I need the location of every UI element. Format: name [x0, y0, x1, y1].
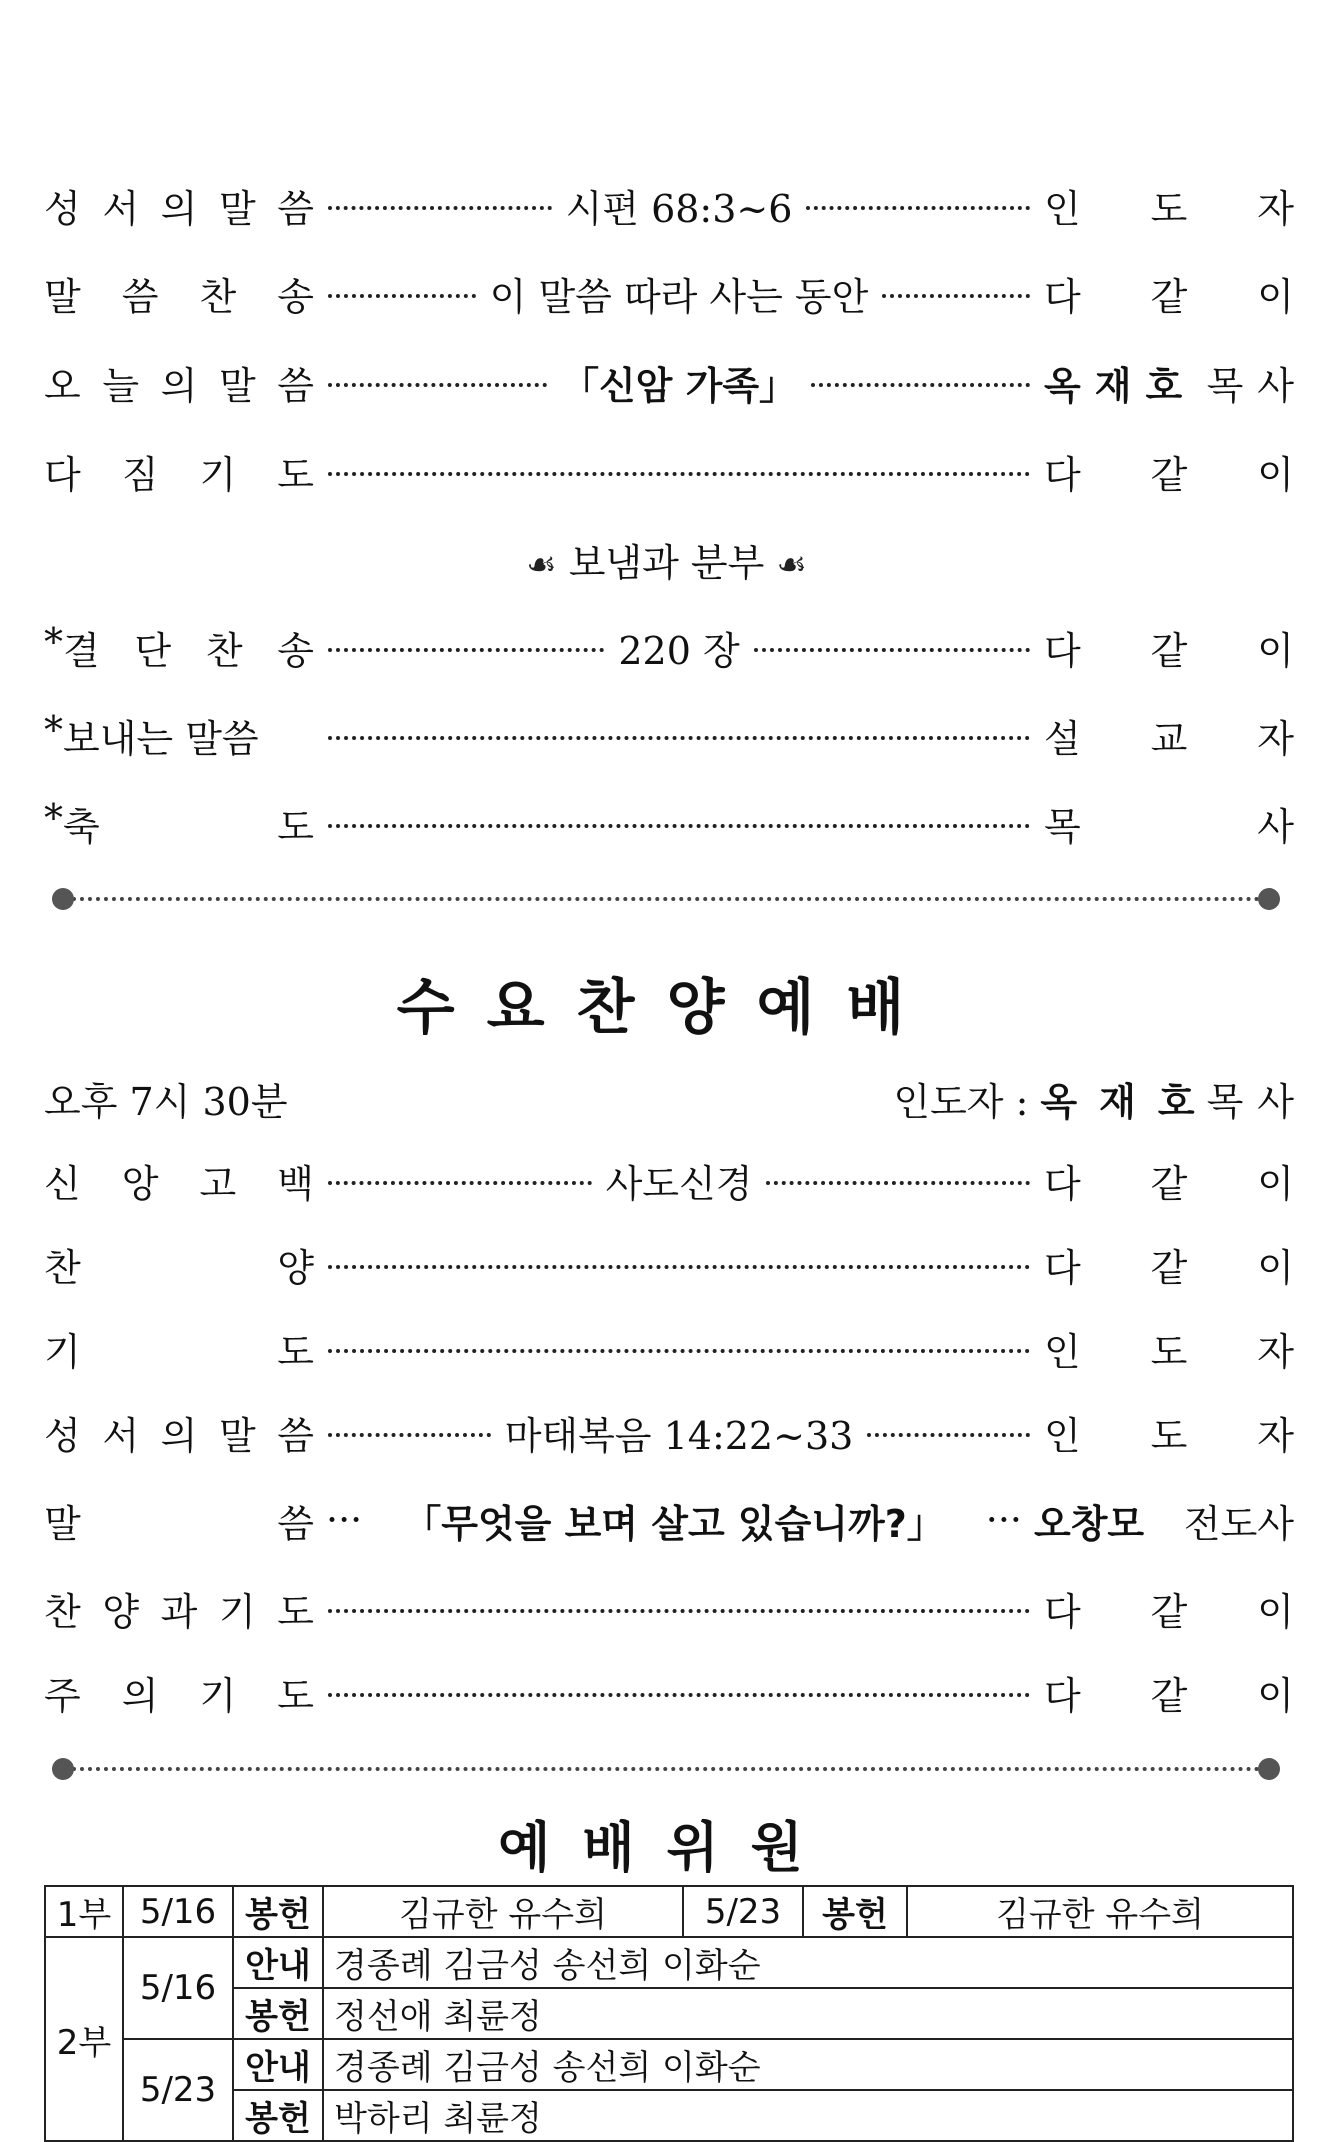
row-label: 성 서 의 말 씀 — [44, 1413, 314, 1458]
row-leader: 다 같 이 — [1044, 274, 1295, 319]
table-cell: 5/16 — [123, 1886, 233, 1937]
row-leader: 인 도 자 — [1044, 1329, 1294, 1374]
preacher-name: 오창모 — [1034, 1501, 1145, 1546]
dot-leader — [328, 1181, 592, 1185]
row-label: 찬 양 과 기 도 — [44, 1589, 314, 1634]
service-leader — [893, 1071, 1294, 1126]
dot-leader — [328, 736, 1030, 740]
dot-leader — [806, 206, 1030, 210]
star-mark: * — [44, 707, 63, 752]
dot-leader — [328, 294, 476, 298]
table-cell: 5/23 — [683, 1886, 803, 1937]
dot-leader — [328, 1693, 1030, 1697]
staff-table — [44, 1885, 1294, 2142]
row-leader — [1034, 1493, 1294, 1548]
table-row — [45, 1886, 1293, 1937]
row-leader: 설 교 자 — [1044, 716, 1294, 761]
row-leader: 다 같 이 — [1044, 628, 1295, 673]
dot-leader — [328, 1265, 1030, 1269]
order-row-praise-prayer — [44, 1578, 1294, 1638]
row-leader: 다 같 이 — [1044, 1245, 1294, 1290]
order-row-pray — [44, 1318, 1294, 1378]
divider-line — [72, 1767, 1260, 1771]
dot-leader — [328, 383, 547, 387]
sermon-title: 「신암 가족」 — [560, 363, 798, 408]
row-leader: 다 같 이 — [1044, 452, 1294, 497]
table-cell: 봉헌 — [233, 2090, 323, 2141]
order-row-prayer — [44, 441, 1294, 501]
row-label: 오 늘 의 말 씀 — [44, 363, 314, 408]
table-cell: 경종례 김금성 송선희 이화순 — [323, 1937, 1293, 1988]
row-label: 주 의 기 도 — [44, 1673, 314, 1718]
order-row-sending-word — [44, 705, 1294, 765]
row-content: 220 장 — [618, 628, 740, 673]
staff-title: 예배위원 — [498, 1816, 835, 1879]
leader-label: 인도자 : — [893, 1079, 1029, 1124]
row-label: 신 앙 고 백 — [44, 1161, 314, 1206]
ornament-left-icon: ☙ — [526, 545, 557, 585]
table-row — [45, 2039, 1293, 2090]
table-row — [45, 1988, 1293, 2039]
row-content: 이 말씀 따라 사는 동안 — [489, 274, 869, 319]
service-time: 오후 7시 30분 — [44, 1079, 288, 1124]
row-label — [44, 796, 314, 851]
table-cell: 김규한 유수희 — [323, 1886, 683, 1937]
table-cell: 김규한 유수희 — [907, 1886, 1293, 1937]
section-heading-sending — [0, 532, 1333, 587]
dot-leader — [811, 383, 1030, 387]
row-label — [44, 620, 314, 675]
table-cell: 안내 — [233, 1937, 323, 1988]
row-content: 마태복음 14:22~33 — [504, 1413, 854, 1458]
row-label — [44, 708, 314, 763]
order-row-praise — [44, 1234, 1294, 1294]
row-leader: 인 도 자 — [1044, 186, 1295, 231]
section-divider — [62, 888, 1270, 910]
row-label: 말 씀 찬 송 — [44, 274, 314, 319]
star-mark: * — [44, 795, 63, 840]
order-row-creed — [44, 1150, 1294, 1210]
divider-dot-icon — [1258, 888, 1280, 910]
row-leader: 다 같 이 — [1044, 1589, 1294, 1634]
dot-leader — [766, 1181, 1030, 1185]
dot-leader — [754, 648, 1030, 652]
star-mark: * — [44, 619, 63, 664]
dot-leader — [328, 1433, 491, 1437]
table-row — [45, 2090, 1293, 2141]
row-label: 찬 양 — [44, 1245, 314, 1290]
leader-name: 옥 재 호 — [1040, 1079, 1195, 1124]
table-cell: 5/23 — [123, 2039, 233, 2141]
divider-dot-icon — [1258, 1758, 1280, 1780]
row-label-text: 결 단 찬 송 — [63, 628, 314, 673]
row-leader — [1044, 355, 1294, 410]
divider-dot-icon — [52, 888, 74, 910]
section-divider — [62, 1758, 1270, 1780]
ornament-right-icon: ☙ — [776, 545, 807, 585]
ellipsis: ··· — [985, 1498, 1022, 1542]
row-leader: 인 도 자 — [1044, 1413, 1294, 1458]
order-row-benediction — [44, 793, 1294, 853]
order-row-scripture — [44, 1402, 1294, 1462]
table-cell: 박하리 최륜정 — [323, 2090, 1293, 2141]
table-cell: 정선애 최륜정 — [323, 1988, 1293, 2039]
divider-dot-icon — [52, 1758, 74, 1780]
preacher-title: 목 사 — [1206, 363, 1294, 408]
section-title: 보냄과 분부 — [568, 541, 765, 585]
row-leader: 다 같 이 — [1044, 1161, 1294, 1206]
table-cell: 봉헌 — [233, 1988, 323, 2039]
row-label: 성 서 의 말 씀 — [44, 186, 314, 231]
order-row-decision-hymn — [44, 617, 1294, 677]
table-cell: 경종례 김금성 송선희 이화순 — [323, 2039, 1293, 2090]
dot-leader — [328, 472, 1030, 476]
dot-leader — [328, 648, 604, 652]
leader-title: 목 사 — [1206, 1079, 1294, 1124]
wednesday-service-title: 수요찬양예배 — [396, 973, 937, 1043]
table-row — [45, 1937, 1293, 1988]
ellipsis: ··· — [326, 1498, 363, 1542]
preacher-title: 전도사 — [1183, 1501, 1294, 1546]
divider-line — [72, 897, 1260, 901]
table-cell: 봉헌 — [803, 1886, 907, 1937]
row-label-text: 보내는 말씀 — [63, 716, 259, 761]
row-label: 말 씀 — [44, 1501, 314, 1546]
table-cell: 2부 — [45, 1937, 123, 2141]
table-cell: 5/16 — [123, 1937, 233, 2039]
order-row-lords-prayer — [44, 1662, 1294, 1722]
dot-leader — [328, 1349, 1030, 1353]
table-cell: 1부 — [45, 1886, 123, 1937]
table-cell: 안내 — [233, 2039, 323, 2090]
row-label: 기 도 — [44, 1329, 314, 1374]
dot-leader — [328, 824, 1030, 828]
sermon-title: 「무엇을 보며 살고 있습니까?」 — [403, 1501, 945, 1546]
dot-leader — [882, 294, 1030, 298]
order-row-sermon — [44, 352, 1294, 412]
preacher-name: 옥 재 호 — [1044, 363, 1183, 408]
dot-leader — [328, 1609, 1030, 1613]
table-cell: 봉헌 — [233, 1886, 323, 1937]
row-content: 시편 68:3~6 — [565, 186, 793, 231]
service-time-row — [44, 1068, 1294, 1128]
row-label: 다 짐 기 도 — [44, 452, 314, 497]
dot-leader — [867, 1433, 1030, 1437]
dot-leader — [328, 206, 552, 210]
order-row-hymn — [44, 263, 1294, 323]
order-row-scripture — [44, 175, 1294, 235]
order-row-sermon — [44, 1490, 1294, 1550]
row-leader: 목 사 — [1044, 804, 1294, 849]
row-leader: 다 같 이 — [1044, 1673, 1294, 1718]
row-label-text: 축 도 — [63, 804, 314, 849]
row-content: 사도신경 — [605, 1161, 753, 1206]
